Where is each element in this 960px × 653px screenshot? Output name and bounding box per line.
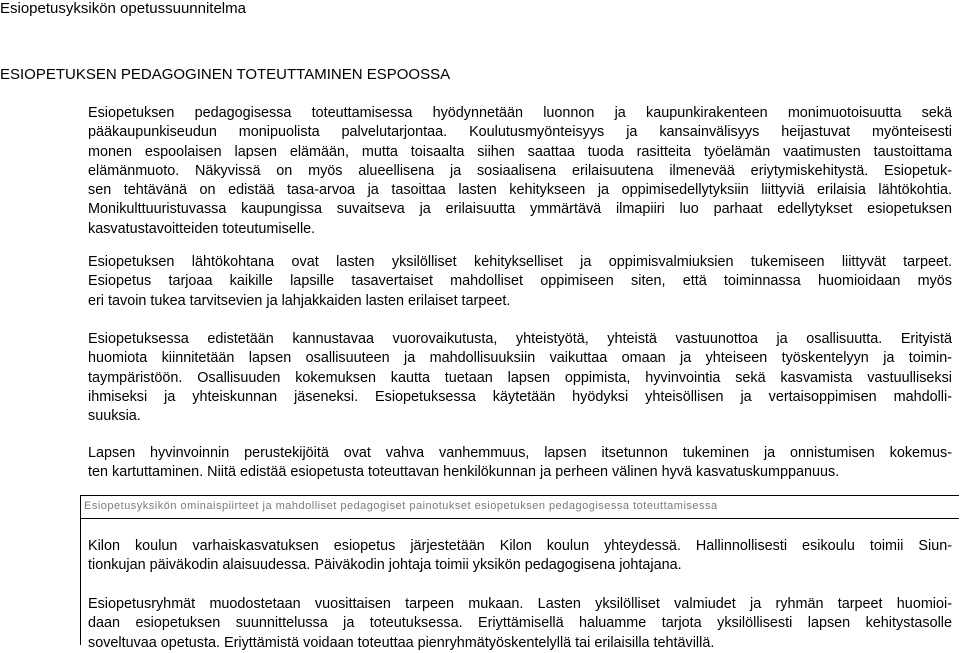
paragraph-line: Esiopetuksen pedagogisessa toteuttamisessa hyödynnetään luonnon ja kaupunkirakenteen monimuotoisuutta sekä (88, 105, 952, 121)
paragraph-line: eri tavoin tukea tarvitsevien ja lahjakkaiden lasten erilaiset tarpeet. (88, 292, 511, 309)
box-paragraph-2 (88, 595, 952, 653)
paragraph-line: Esiopetusryhmät muodostetaan vuosittaisen tarpeen mukaan. Lasten yksilölliset valmiudet ja ryhmän tarpeet huomioi- (88, 596, 952, 612)
paragraph-1 (88, 104, 952, 239)
paragraph-line: taympäristöön. Osallisuuden kokemuksen kautta tuetaan lapsen oppimista, hyvinvointia sekä kasvamista vastuulliseksi (88, 369, 952, 386)
paragraph-line: tionkujan päiväkodin alaisuudessa. Päiväkodin johtaja toimii yksikön pedagogisena johtajana. (88, 557, 682, 574)
paragraph-line: kasvatustavoitteiden toteutumiselle. (88, 220, 316, 237)
paragraph-line: soveltuvaa opetusta. Eriyttämistä voidaan toteuttaa pienryhmätyöskentelyllä tai erilaisilla tehtävillä. (88, 634, 715, 651)
paragraph-line: Esiopetuksessa edistetään kannustavaa vuorovaikutusta, yhteistyötä, yhteistä vastuunottoa ja osallisuutta. Erityistä (88, 331, 952, 347)
paragraph-line: Monikulttuuristuvassa kaupungissa suvaitseva ja erilaisuutta ymmärtävä ilmapiiri luo parhaat edellytykset esiopetuksen (88, 201, 952, 218)
paragraph-line: huomiota kiinnitetään lapsen osallisuuteen ja mahdollisuuksiin vaikuttaa omaan ja yhteiseen työskentelyyn ja toimin- (88, 350, 952, 367)
paragraph-line: monen espoolaisen lapsen elämään, mutta toisaalta siihen saattaa tuoda rasitteita työelämän vaatimusten taustoittama (88, 143, 952, 160)
document-header-title: Esiopetusyksikön opetussuunnitelma (0, 0, 246, 17)
paragraph-4 (88, 444, 952, 483)
paragraph-line: Kilon koulun varhaiskasvatuksen esiopetus järjestetään Kilon koulun yhteydessä. Hallinnollisesti esikoulu toimii Siun- (88, 538, 952, 554)
paragraph-line: ten kartuttaminen. Niitä edistää esiopetusta toteuttavan henkilökunnan ja perheen välinen hyvä kasvatuskumppanuus. (88, 464, 840, 481)
paragraph-line: elämänmuoto. Näkyvissä on myös alueellisena ja sosiaalisena erilaisuutena ilmenevää eriytymiskehitystä. Esiopetuk- (88, 162, 952, 179)
paragraph-line: Lapsen hyvinvoinnin perustekijöitä ovat vahva vanhemmuus, lapsen itsetunnon tukeminen ja onnistumisen kokemus- (88, 445, 952, 461)
paragraph-line: sen tehtävänä on edistää tasa-arvoa ja tasoittaa lasten kehitykseen ja oppimisedellytyksiin liittyviä erilaisia lähtökohtia. (88, 182, 952, 199)
paragraph-line: daan esiopetuksen suunnittelussa ja toteutuksessa. Eriyttämisellä haluamme tarjota yksilöllisesti lapsen kehitystasolle (88, 615, 952, 632)
box-caption: Esiopetusyksikön ominaispiirteet ja mahdolliset pedagogiset painotukset esiopetuksen pedagogisessa toteuttamisessa (84, 500, 718, 512)
section-heading-text: ESIOPETUKSEN PEDAGOGINEN TOTEUTTAMINEN ESPOOSSA (0, 66, 451, 83)
paragraph-line: Esiopetuksen lähtökohtana ovat lasten yksilölliset kehitykselliset ja oppimisvalmiuksien tukemiseen liittyvät tarpeet. (88, 254, 952, 270)
paragraph-line: ihmiseksi ja yhteiskunnan jäseneksi. Esiopetuksessa käytetään hyödyksi yhteisöllisen ja vertaisoppimisen mahdolli- (88, 388, 952, 405)
paragraph-line: Esiopetus tarjoaa kaikille lapsille tasavertaiset mahdolliset oppimiseen siten, että toiminnassa huomioidaan myös (88, 273, 952, 290)
box-paragraph-1 (88, 537, 952, 576)
paragraph-3 (88, 330, 952, 426)
box-divider (80, 518, 959, 519)
paragraph-2 (88, 253, 952, 311)
paragraph-line: suuksia. (88, 408, 141, 425)
paragraph-line: pääkaupunkiseudun monipuolista palvelutarjontaa. Koulutusmyönteisyys ja kansainvälisyys heijastuvat myönteisesti (88, 124, 952, 141)
